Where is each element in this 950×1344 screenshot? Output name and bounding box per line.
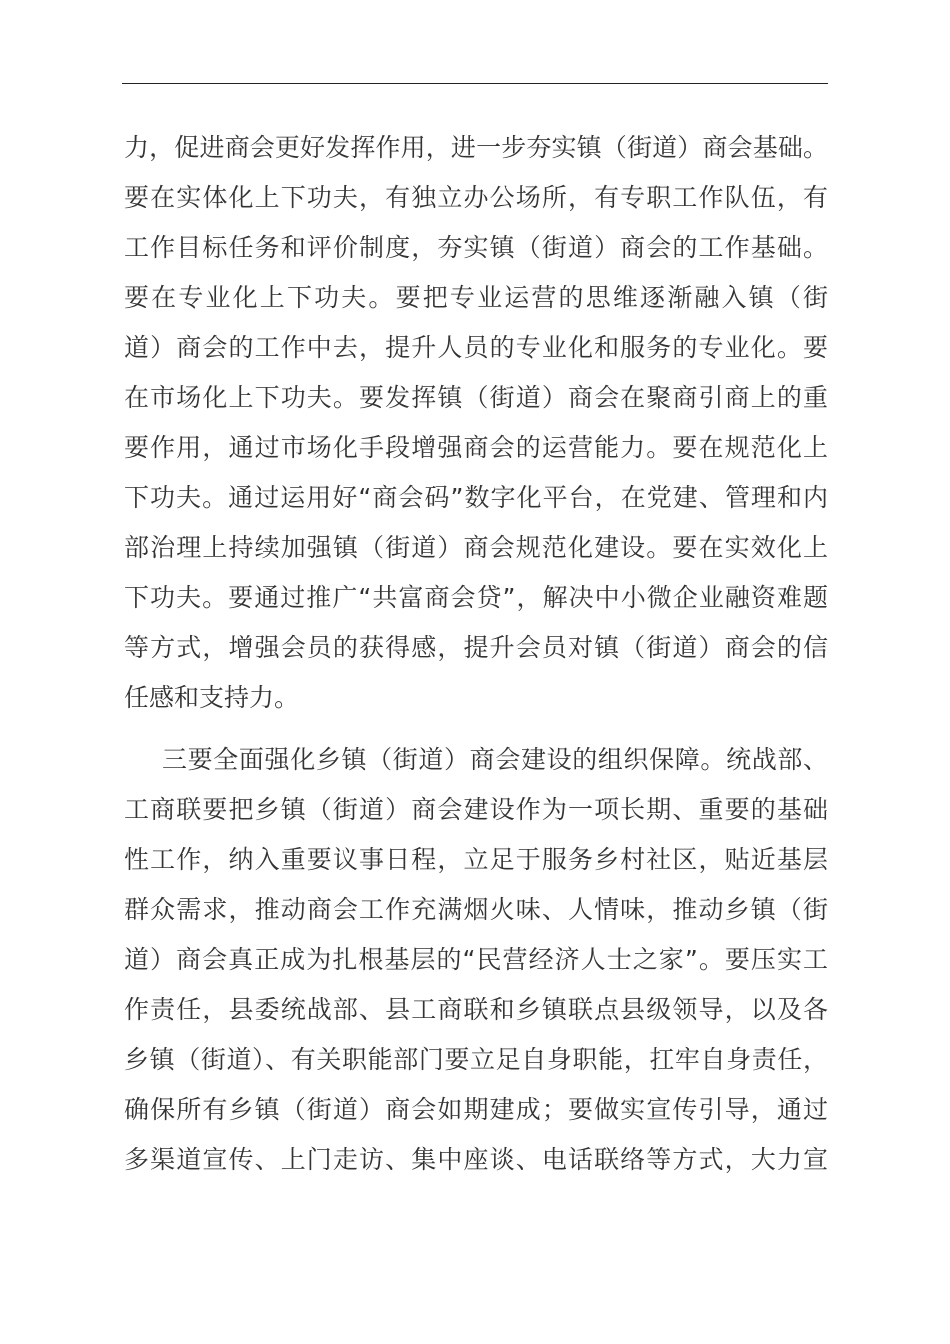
text-line: 要在专业化上下功夫。要把专业运营的思维逐渐融入镇（街 xyxy=(124,283,828,312)
text-line: 群众需求，推动商会工作充满烟火味、人情味，推动乡镇（街 xyxy=(124,895,828,924)
text-line: 工作目标任务和评价制度，夯实镇（街道）商会的工作基础。 xyxy=(124,233,828,262)
text-line: 要作用，通过市场化手段增强商会的运营能力。要在规范化上 xyxy=(124,433,828,462)
paragraph-2 xyxy=(124,735,828,1185)
text-line: 乡镇（街道）、有关职能部门要立足自身职能，扛牢自身责任， xyxy=(124,1045,828,1074)
paragraph-1 xyxy=(124,123,828,723)
text-line: 三要全面强化乡镇（街道）商会建设的组织保障。统战部、 xyxy=(162,745,828,774)
text-line: 确保所有乡镇（街道）商会如期建成；要做实宣传引导，通过 xyxy=(124,1095,828,1124)
text-line: 下功夫。要通过推广“共富商会贷”，解决中小微企业融资难题 xyxy=(124,583,828,612)
text-line: 作责任，县委统战部、县工商联和乡镇联点县级领导，以及各 xyxy=(124,995,828,1024)
text-line: 下功夫。通过运用好“商会码”数字化平台，在党建、管理和内 xyxy=(124,483,828,512)
text-line: 工商联要把乡镇（街道）商会建设作为一项长期、重要的基础 xyxy=(124,795,828,824)
text-line: 力，促进商会更好发挥作用，进一步夯实镇（街道）商会基础。 xyxy=(124,133,828,162)
text-line: 多渠道宣传、上门走访、集中座谈、电话联络等方式，大力宣 xyxy=(124,1145,828,1174)
text-line: 要在实体化上下功夫，有独立办公场所，有专职工作队伍，有 xyxy=(124,183,828,212)
text-line: 等方式，增强会员的获得感，提升会员对镇（街道）商会的信 xyxy=(124,633,828,662)
text-line: 在市场化上下功夫。要发挥镇（街道）商会在聚商引商上的重 xyxy=(124,383,828,412)
text-line: 道）商会真正成为扎根基层的“民营经济人士之家”。要压实工 xyxy=(124,945,828,974)
header-rule xyxy=(122,83,828,84)
text-line: 性工作，纳入重要议事日程，立足于服务乡村社区，贴近基层 xyxy=(124,845,828,874)
text-line: 任感和支持力。 xyxy=(124,683,300,712)
text-line: 道）商会的工作中去，提升人员的专业化和服务的专业化。要 xyxy=(124,333,828,362)
text-line: 部治理上持续加强镇（街道）商会规范化建设。要在实效化上 xyxy=(124,533,828,562)
